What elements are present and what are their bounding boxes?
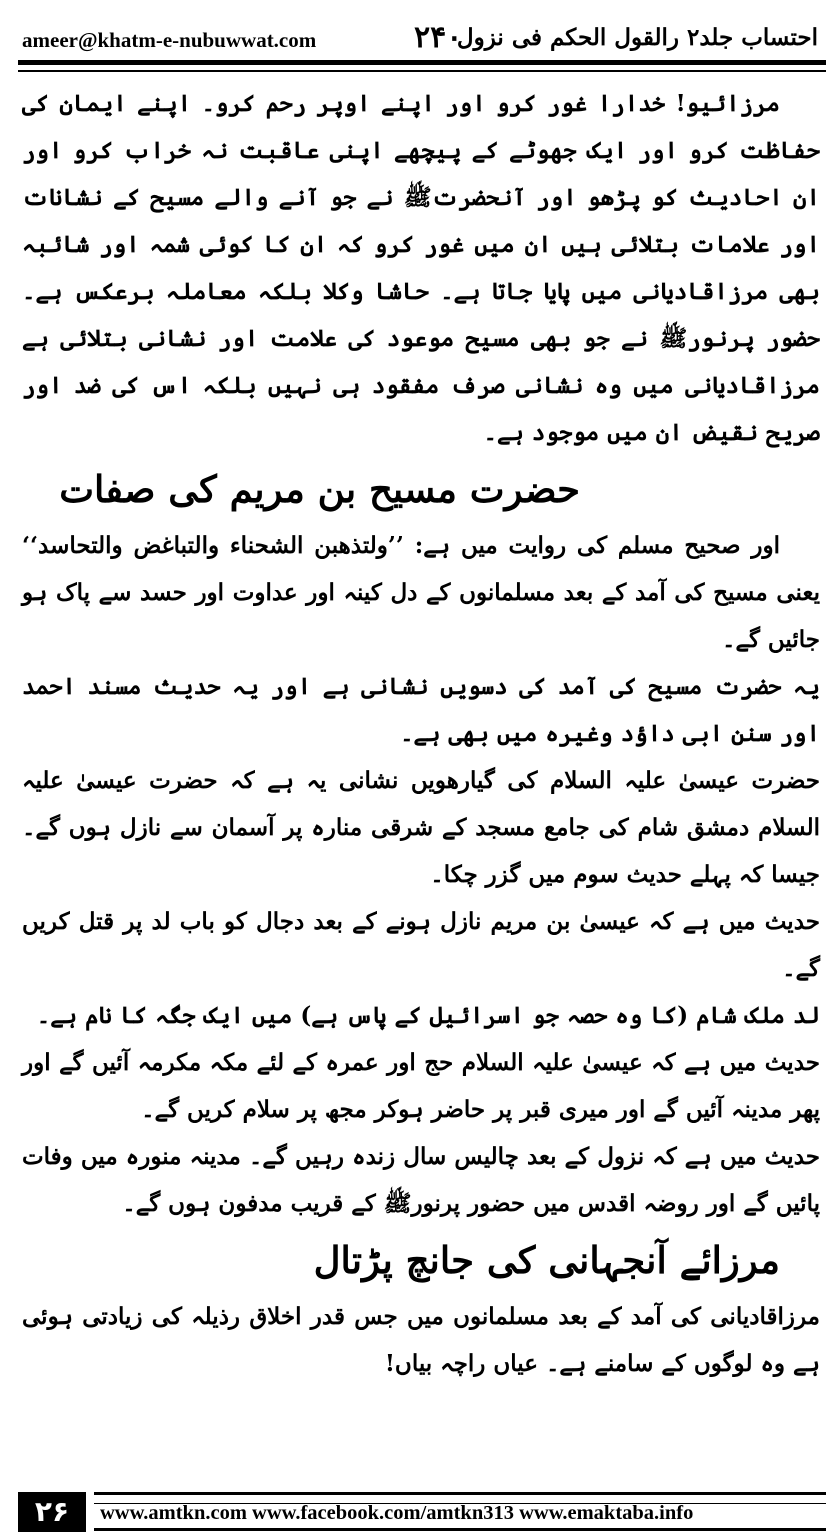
header-email: ameer@khatm-e-nubuwwat.com [22, 28, 317, 52]
header-book-title: احتساب جلد۲ رالقول الحکم فی نزول [456, 24, 818, 51]
attribute-paragraph-6: حدیث میں ہے کہ عیسیٰ علیہ السلام حج اور عمرہ کے لئے مکہ مکرمہ آئیں گے اور پھر مدینہ آئیں گے اور میری قبر پر حاضر ہوکر مجھ پر سلام کریں گے۔ [22, 1049, 820, 1123]
heading-attributes: حضرت مسیح بن مریم کی صفات [59, 467, 580, 511]
attribute-paragraph-3: حضرت عیسیٰ علیہ السلام کی گیارھویں نشانی یہ ہے کہ حضرت عیسیٰ علیہ السلام دمشق شام کی جامع مسجد کے شرقی منارہ پر آسمان سے نازل ہوں گے۔ جیسا کہ پہلے حدیث سوم میں گزر چکا۔ [22, 767, 820, 888]
heading-mirza-review: مرزائے آنجہانی کی جانچ پڑتال [313, 1238, 780, 1282]
footer-page-number: ۲۶ [18, 1492, 86, 1532]
page-body [22, 80, 820, 1387]
attribute-paragraph-4: حدیث میں ہے کہ عیسیٰ بن مریم نازل ہونے کے بعد دجال کو باب لد پر قتل کریں گے۔ [22, 908, 820, 982]
intro-paragraph: مرزائیو! خدارا غور کرو اور اپنے اوپر رحم کرو۔ اپنے ایمان کی حفاظت کرو اور ایک جھوٹے کے پیچھے اپنی عاقبت نہ خراب کرو اور ان احادیث کو پڑھو اور آنحضرتﷺ نے جو آنے والے مسیح کے نشانات اور علامات بتلائی ہیں ان میں غور کرو کہ ان کا کوئی شمہ اور شائبہ بھی مرزاقادیانی میں پایا جاتا ہے۔ حاشا وکلا بلکہ معاملہ برعکس ہے۔ حضور پرنورﷺ نے جو بھی مسیح موعود کی علامت اور نشانی بتلائی ہے مرزاقادیانی میں وہ نشانی صرف مفقود ہی نہیں بلکہ اس کی ضد اور صریح نقیض ان میں موجود ہے۔ [22, 90, 820, 446]
attribute-paragraph-2: یہ حضرت مسیح کی آمد کی دسویں نشانی ہے اور یہ حدیث مسند احمد اور سنن ابی داؤد وغیرہ میں بھی ہے۔ [22, 673, 820, 747]
footer-rule-bottom [94, 1528, 826, 1531]
mirza-paragraph: مرزاقادیانی کی آمد کے بعد مسلمانوں میں جس قدر اخلاق رذیلہ کی زیادتی ہوئی ہے وہ لوگوں کے سامنے ہے۔ عیاں راچہ بیاں! [22, 1303, 820, 1377]
attribute-paragraph-5: لد ملک شام (کا وہ حصہ جو اسرائیل کے پاس ہے) میں ایک جگہ کا نام ہے۔ [36, 1002, 820, 1029]
header-page-number: ۲۴۰ [414, 20, 463, 55]
header-rule-thick [18, 60, 826, 65]
footer-links[interactable]: www.amtkn.com www.facebook.com/amtkn313 www.emaktaba.info [100, 1502, 694, 1524]
attribute-paragraph-1: اور صحیح مسلم کی روایت میں ہے: ’’ولتذهبن الشحناء والتباغض والتحاسد‘‘ یعنی مسیح کی آمد کے بعد مسلمانوں کے دل کینہ اور عداوت اور حسد سے پاک ہو جائیں گے۔ [22, 532, 820, 653]
attribute-paragraph-7: حدیث میں ہے کہ نزول کے بعد چالیس سال زندہ رہیں گے۔ مدینہ منورہ میں وفات پائیں گے اور روضہ اقدس میں حضور پرنورﷺ کے قریب مدفون ہوں گے۔ [22, 1143, 820, 1217]
page-footer [18, 1492, 826, 1532]
page-header [18, 14, 824, 62]
header-rule-thin [18, 70, 826, 72]
